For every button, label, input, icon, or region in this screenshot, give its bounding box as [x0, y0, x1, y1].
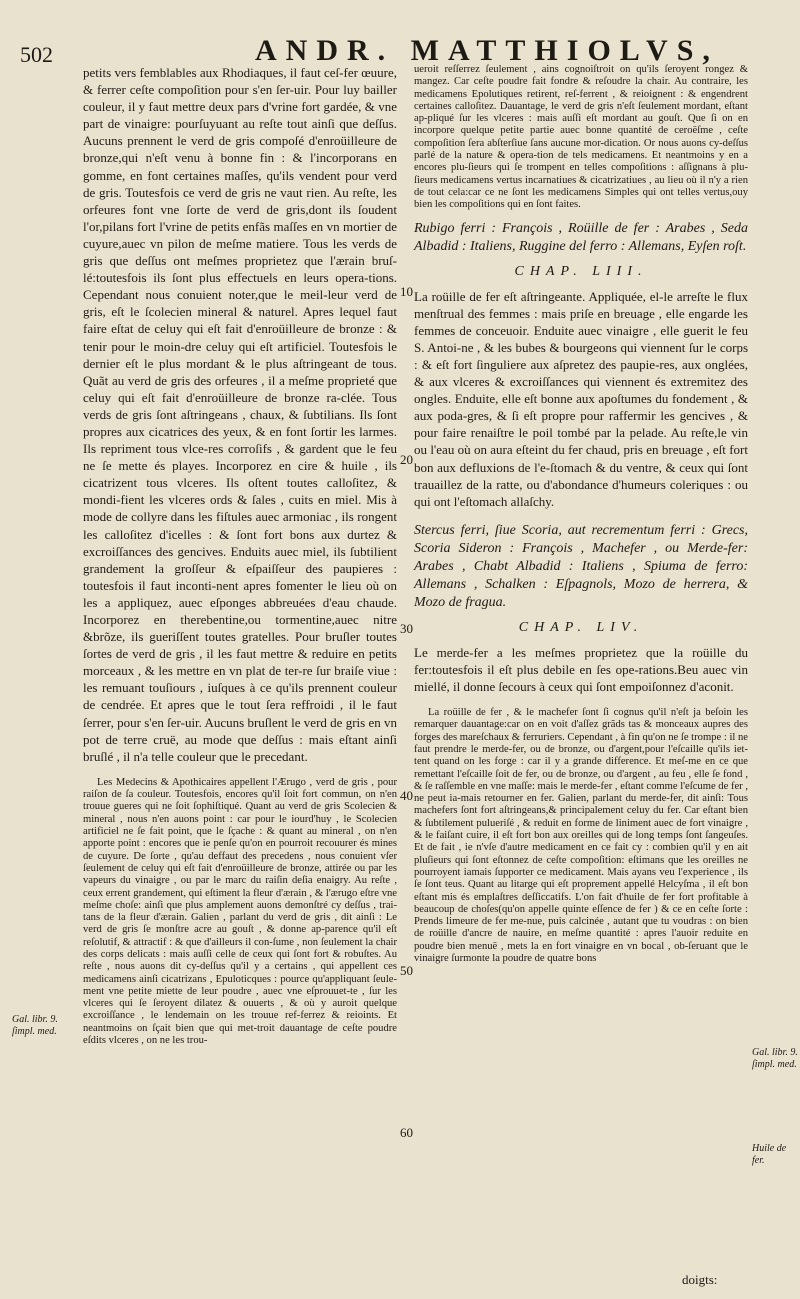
line-number: 30: [400, 621, 413, 636]
margin-note-iron-oil: Huile de fer.: [752, 1143, 787, 1166]
left-main-text: petits vers femblables aux Rhodiaques, il faut ceſ-fer œuure, & ferrer ceſte compoſition pour s'en ſer-uir. Pour luy bailler couleur, il y faut mettre deux pars d'vrine fort gardée, & vne part de vinaigre: pourſuyuant au reſte tout ainſi que deſſus. Aucuns prennent le verd de gris compoſé d'enroüilleure de bronze,qui n'eſt venu à bonne fin : & l'incorporans en gomme, en font certaines maſſes, qu'ils vendent pour verd de gris. Toutesfois ce verd de gris ne vaut rien. Au reſte, les orfeures font vne ſorte de verd de gris,dont ils ſoudent l'or,pilans fort l'vrine de petits enfãs maſſes en vn mortier de cuyure,auec vn pilon de meſme matiere. Tous les verds de gris que deſſus ont meſmes proprietez que l'ærain bruſ-lé:toutesfois ils ſont plus effectuels en leurs opera-tions. Cependant nous conuient noter,que le meil-leur verd de gris, eſt le ſcolecien mineral & naturel. Apres lequel faut faire eſtat de celuy qui eſt fait d'enroüilleure de bronze : & tenir pour le moin-dre celuy qui eſt artificiel. Toutesfois le dernier eſt le plus mordant & le plus aſtringeant de tous. Quãt au verd de gris des orfeures , il a meſme proprieté que celuy qui eſt fait d'enroüilleure de bronze ra-clée. Tous verds de gris ſont aſtringeans , chaux, & ſubtilians. Ils ſont propres aux cicatrices des yeux, & en font ſortir les larmes. Ils repriment tous vlce-res corroſifs , & gardent que le feu ne ſe mette és playes. Incorporez en cire & huile , ils cicatrizent tous vlceres. Ils oſtent toutes calloſitez, & mondi-fient les vlceres ords & ſales , cuits en miel. Mis à mode de collyre dans les fiſtules auec armoniac , ils rongent les calloſitez d'icelles : & ſont fort bons aux durtez & excroiſſances des gencives. Enduits auec miel, ils ſubtilient grandement la groſſeur & eſpaiſſeur des paupieres : toutesfois il faut inconti-nent apres fomenter le lieu où on les a appliquez, auec eſponges abbreuées d'eau chaude. Incorporez en therebentine,ou tormentine,auec nitre &brõze, ils gueriſſent toutes gratelles. Pour bruſler toutes ſortes de verd de gris , il les faut mettre & reduire en petits morceaux , & les mettre en vn plat de ter-re ſur braiſe viue : les remuant touſiours , iuſques à ce qu'ils prennent couleur de cendrée. Et apres que le tout ſera reffroidi , il le faut ſerrer, pour s'en ſer-uir. Aucuns bruſlent le verd de gris en vn pot de terre cruë, au mode que deſſus : mais eſtant ainſi bruſlé , il n'a telle couleur que le precedant.: [83, 65, 397, 764]
line-number: 20: [400, 452, 413, 467]
catchword: doigts:: [682, 1272, 718, 1287]
left-column: [83, 64, 397, 1047]
running-title: ANDR. MATTHIOLVS,: [255, 34, 719, 67]
left-commentary-text: Les Medecins & Apothicaires appellent l'Ærugo , verd de gris , pour raiſon de ſa couleur. Toutesfois, encores qu'il ſoit fort commun, on n'en trouue gueres qui ne ſoit ſophiſtiqué. Quant au verd de gris Scolecien & mineral , nous n'en auons point : car pour le iourd'huy , le Scolecien artificiel ne ſe fait point, que le ſçache : & quant au mineral , on n'en apporte point : encores que ie penſe qu'on en pourroit recouurer és mines de cuyure. De ſorte , qu'au deffaut des precedens , nous conuient vſer ſeulement de celuy qui eſt fait d'enroüilleure de bronze, attirée ou par les vapeurs du vinaigre , ou par le marc du raiſin deſia enaigry. Au reſte , ceux errent grandement, qui eſtiment la fleur d'ærain , & l'ærugo eſtre vne meſme choſe: ainſi que plus amplement auons demonſtré cy deſſus , trai-tans de la fleur d'ærain. Galien , parlant du verd de gris , dit ainſi : Le verd de gris ſe monſtre acre au gouſt , & donne ap-parence qu'il eſt reſolutif, & attractif : & que d'ailleurs il con-ſume , non ſeulement la chair des corps delicats : mais auſſi celle de ceux qui ſont fort & robuſtes. Au reſte , nous auons dit cy-deſſus qu'il y a certains , qui appellent ces medicamens ainſi cicatrizans , Epuloticques : pource qu'appliquant ſeule-ment vne petite miette de leur poudre , auec vne eſprouuet-te , ſur les vlceres qui ſe ſeroyent dilatez & ouuerts , & où y auroit quelque excroiſſance , le lendemain on les trouue ref-ferrez & reioints. Et neantmoins on ſçait bien que qui met-troit dauantage de ceſte poudre eſdits vlceres , on ne les trou-: [83, 776, 397, 1047]
synonyms-iron-slag: Stercus ferri, ſiue Scoria, aut recrementum ferri : Grecs, Scoria Sideron : François , Machefer , ou Merde-fer: Arabes , Chabt Albadid : Italiens , Spiuma de ferro: Allemans , Schalken : Eſpagnols, Mozo de herrera, & Mozo de fragua.: [414, 522, 748, 610]
running-head: [20, 34, 800, 68]
right-commentary-text: La roüille de fer , & le machefer ſont ſi cognus qu'il n'eſt ja beſoin les remarquer dauantage:car on en voit d'aſſez grãds tas & monceaux aupres des forges des mareſchaux & ferruriers. Cependant , à fin qu'on ne ſe trompe : il ne faut prendre le merde-fer, ou de bronze, ou d'argent,pour l'eſcaille qu'ils iet-tent quand on les forge : car il y a grande difference. Et meſ-me en ce que remettant l'eſcaille ſoit de fer, ou de bronze, ou d'argent , au feu , elle ſe fond , & ſe raſſemble en vne maſſe: mais le merde-fer , eſtant comme l'eſcume de fer , ne peut ia-mais retourner en fer. Galien, parlant du merde-fer, dit ainſi: Tous machefers ſont fort aſtringeans,& principalement celuy du fer. Car eſtant bien & ſubtilement pulueriſé , & reduit en forme de liniment auec de fort vinaigre , & le faiſant cuire, il eſt fort bon aux oreilles qui de long temps ſont ſangeuſes. Et de fait , ie n'vſe d'autre medicament en ce fait cy : combien qu'il y en ait pluſieurs qui ſont eſtonnez de ceſte compoſition: eſtimans que les oreilles ne pourroyent iamais ſupporter ce medicament. Mais ayans veu l'experience , ils ſe ſont teus. Quant au litarge qui eſt proprement appellé Helcyſma , il eſt bon eſtant mis és emplaſtres deſſiccatifs. L'on fait d'huile de fer fort profitable à beaucoup de choſes(qu'on appelle quinte eſſence de fer ) & ce en ceſte ſorte : Prends limeure de fer me-nue, puis calcinée , autant que tu voudras : on bien de roüille d'ancre de nauire, en meſme quantité : apres l'auoir reduite en poudre bien menuë , mets la en fort vinaigre en vn bocal , ob-ſeruant que le vinaigre ſurmonte la poudre de quatre bons: [414, 707, 748, 964]
line-number: 50: [400, 963, 413, 978]
chapter-53-text: La roüille de fer eſt aſtringeante. Appliquée, el-le arreſte le flux menſtrual des femmes : mais priſe en breuage , elle engarde les femmes de conceuoir. Enduite auec vinaigre , elle guerit le feu S. Antoi-ne , & les bubes & bourgeons qui viennent ſur le corps : & eſt fort ſinguliere aux aſpretez des paupie-res, aux onglées, & aux vlceres & excroiſſances qui viennent és extremitez des ongles. Enduite, elle eſt bonne aux apoſtumes du fondement , & aux poda-gres, & ſi eſt propre pour raffermir les gencives , & pour faire renaiſtre le poil tombé par la pelade. Au reſte,le vin ou l'eau où on aura eſteint du fer chaud, pris en breuage , eſt fort bon aux defluxions de l'e-ſtomach & du ventre, & ceux qui ſont trauaillez de la ratte, ou d'abondance d'humeurs coleriques : ou qui ont l'eſtomach allaſchy.: [414, 288, 748, 509]
line-number: 40: [400, 788, 413, 803]
synonyms-rust-of-iron: Rubigo ferri : François , Roüille de fer : Arabes , Seda Albadid : Italiens, Ruggine del ferro : Allemans, Eyſen roſt.: [414, 220, 748, 254]
chapter-heading-54: CHAP. LIV.: [518, 619, 644, 635]
right-column: [414, 64, 748, 965]
chapter-heading-53: CHAP. LIII.: [514, 263, 648, 279]
line-number: 60: [400, 1125, 413, 1140]
page-number: 502: [20, 42, 53, 67]
chapter-54-text: Le merde-fer a les meſmes proprietez que la roüille du fer:toutesfois il eſt plus debile en ſes ope-rations.Beu auec vin miellé, il donne ſecours à ceux qui ſont empoiſonnez d'aconit.: [414, 644, 748, 694]
line-number: 10: [400, 284, 413, 299]
margin-note-galen-right: Gal. libr. 9. ſimpl. med.: [752, 1047, 798, 1070]
margin-note-galen-left: Gal. libr. 9. ſimpl. med.: [12, 1014, 58, 1037]
right-commentary-continued: ueroit reſſerrez ſeulement , ains cognoiſtroit on qu'ils ſeroyent rongez & mangez. Car ceſte poudre fait fondre & reſoudre la chair. Au contraire, les medicamens Epolutiques retirent, reſ-ferrent , & reioignent : & engendrent certaines calloſitez. Dauantage, le verd de gris n'eſt ſeulement mordant, eſtant ap-pliqué ſur les vlceres : mais auſſi eſt mordant au gouſt. Que ſi on en incorpore quelque petite partie auec bonne quantité de ceroëſme , ceſte compoſition ſera abſterſiue ſans aucune mor-dication. Or nous auons cy-deſſus parlé de la nature & opera-tion de tels medicamens. Et neantmoins y en a encores plu-ſieurs qui ſe trompent en telles compoſitions : aſſignans à plu-ſieurs medicamens vertus incarnatiues & cicatrizatiues , au lieu où il n'y a rien de tout cela:car ce ne ſont les medicamens Simples qui ont telles vertus,ouy bien les compoſitions qui en ſont faites.: [414, 64, 748, 211]
